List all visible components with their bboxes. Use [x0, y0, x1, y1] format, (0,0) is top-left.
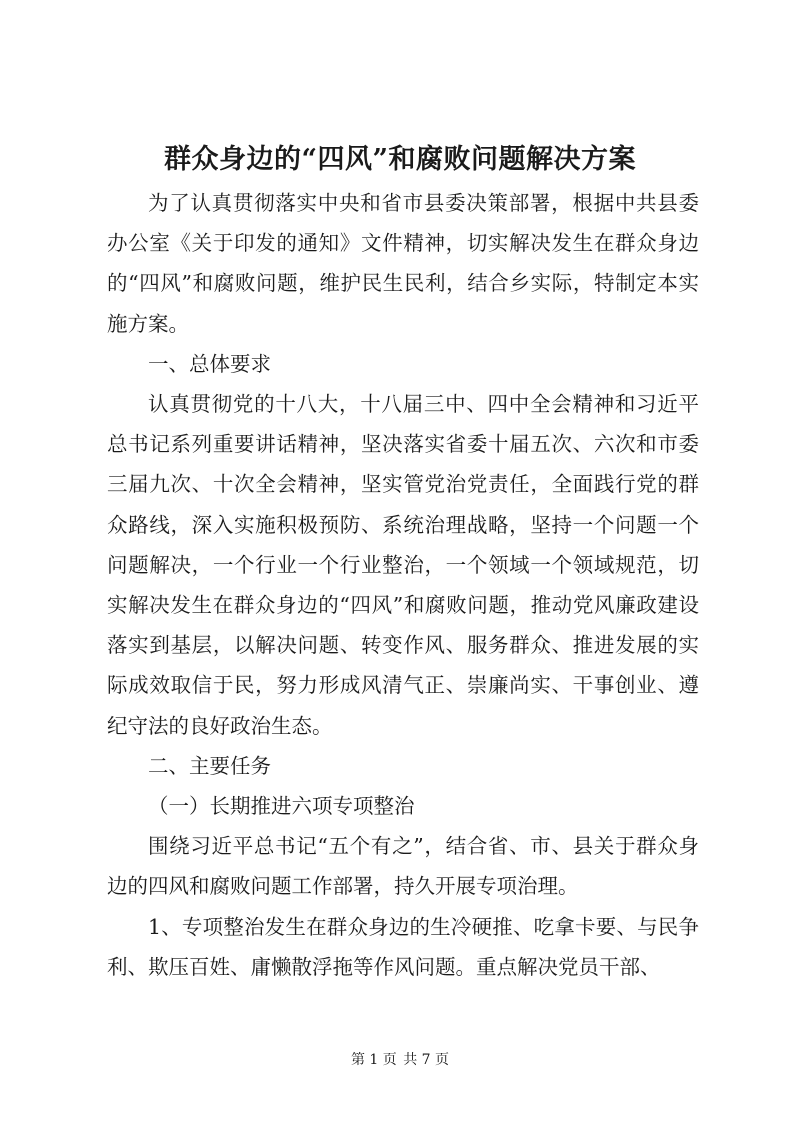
page-total: 共 7 页	[403, 1052, 450, 1068]
paragraph-intro: 为了认真贯彻落实中央和省市县委决策部署，根据中共县委办公室《关于印发的通知》文件精神，切实解决发生在群众身边的“四风”和腐败问题，维护民生民利，结合乡实际，特制定本实施方案。	[107, 191, 699, 336]
document-title: 群众身边的“四风”和腐败问题解决方案	[163, 144, 637, 175]
paragraph-general-requirements: 认真贯彻党的十八大，十八届三中、四中全会精神和习近平总书记系列重要讲话精神，坚决落实省委十届五次、六次和市委三届九次、十次全会精神，坚实管党治党责任，全面践行党的群众路线，深入实施积极预防、系统治理战略，坚持一个问题一个问题解决，一个行业一个行业整治，一个领域一个领域规范，切实解决发生在群众身边的“四风”和腐败问题，推动党风廉政建设落实到基层，以解决问题、转变作风、服务群众、推进发展的实际成效取信于民，努力形成风清气正、崇廉尚实、干事创业、遵纪守法的良好政治生态。	[107, 392, 699, 738]
paragraph-item-1: 1、专项整治发生在群众身边的生冷硬推、吃拿卡要、与民争利、欺压百姓、庸懒散浮拖等作风问题。重点解决党员干部、	[107, 914, 699, 979]
heading-general-requirements: 一、总体要求	[148, 351, 271, 376]
page-footer	[0, 1050, 800, 1070]
heading-main-tasks: 二、主要任务	[148, 753, 271, 778]
page-number: 第 1 页	[350, 1052, 397, 1068]
subheading-six-special-rectifications: （一）长期推进六项专项整治	[148, 794, 415, 819]
paragraph-special-governance: 围绕习近平总书记“五个有之”，结合省、市、县关于群众身边的四风和腐败问题工作部署，持久开展专项治理。	[107, 834, 699, 899]
document-body	[107, 183, 699, 987]
